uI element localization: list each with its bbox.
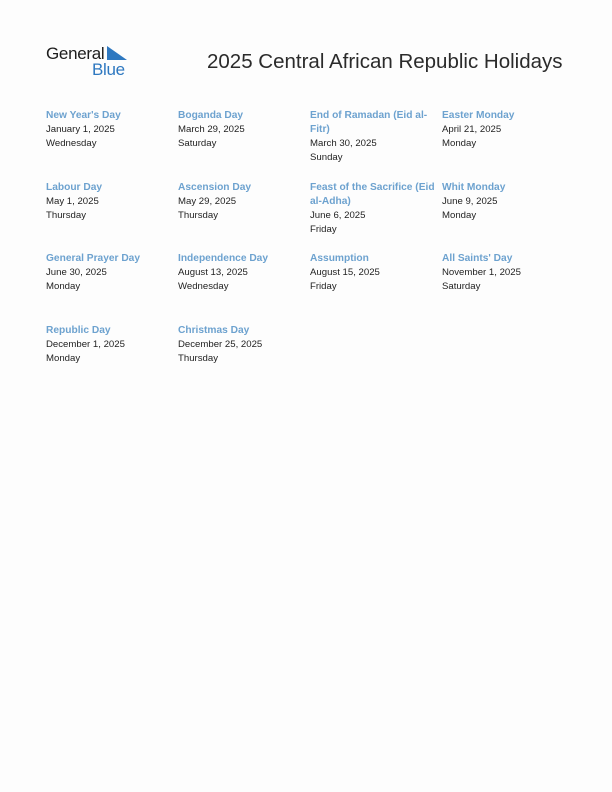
holiday-date: June 6, 2025 — [310, 209, 366, 221]
holiday-name: Boganda Day — [178, 110, 244, 121]
holiday-entry — [310, 252, 442, 324]
holiday-entry — [46, 324, 178, 396]
holiday-date: August 15, 2025 — [310, 267, 380, 278]
page-title: 2025 Central African Republic Holidays — [207, 50, 563, 73]
holiday-entry — [310, 109, 442, 181]
holiday-entry — [178, 109, 310, 181]
holiday-entry — [46, 181, 178, 253]
holiday-entry — [178, 252, 310, 324]
holiday-name: Ascension Day — [178, 181, 252, 193]
holiday-weekday: Monday — [46, 281, 81, 292]
holiday-weekday: Thursday — [178, 209, 218, 221]
holiday-name: Independence Day — [178, 253, 269, 264]
holiday-date: March 30, 2025 — [310, 138, 377, 149]
holiday-date: January 1, 2025 — [46, 124, 115, 135]
holiday-name: All Saints' Day — [442, 253, 513, 264]
holiday-entry — [442, 181, 552, 253]
holiday-date: April 21, 2025 — [442, 124, 502, 135]
generalblue-logo — [46, 44, 136, 80]
holiday-weekday: Friday — [310, 281, 337, 292]
holiday-date: June 30, 2025 — [46, 267, 107, 278]
holiday-weekday: Thursday — [178, 352, 218, 364]
holiday-weekday: Monday — [442, 209, 477, 221]
holiday-date: March 29, 2025 — [178, 124, 245, 135]
holiday-name: Assumption — [310, 253, 369, 264]
holiday-date: December 25, 2025 — [178, 338, 263, 350]
holiday-weekday: Monday — [442, 138, 477, 149]
holiday-date: November 1, 2025 — [442, 267, 521, 278]
holiday-entry — [310, 181, 442, 253]
holiday-date: June 9, 2025 — [442, 195, 498, 207]
holiday-name: Easter Monday — [442, 110, 515, 121]
holiday-entry — [442, 109, 552, 181]
holiday-date: May 29, 2025 — [178, 195, 237, 207]
holiday-weekday: Saturday — [442, 281, 481, 292]
holiday-weekday: Friday — [310, 223, 337, 235]
holiday-date: August 13, 2025 — [178, 267, 248, 278]
holiday-name: Whit Monday — [442, 181, 506, 193]
holiday-entry — [178, 324, 310, 396]
holiday-name: New Year's Day — [46, 110, 121, 121]
holiday-entry — [46, 109, 178, 181]
holiday-entry — [442, 252, 552, 324]
holiday-date: December 1, 2025 — [46, 338, 125, 350]
holiday-entry — [178, 181, 310, 253]
holiday-grid — [46, 109, 552, 395]
holiday-weekday: Sunday — [310, 152, 343, 163]
holiday-name: General Prayer Day — [46, 253, 141, 264]
holiday-weekday: Monday — [46, 352, 81, 364]
logo-flag-icon — [107, 46, 127, 60]
logo-word-general: General — [46, 44, 105, 63]
holiday-entry — [46, 252, 178, 324]
holiday-weekday: Saturday — [178, 138, 217, 149]
holiday-name: End of Ramadan (Eid al-Fitr) — [310, 110, 428, 135]
holiday-name: Republic Day — [46, 324, 111, 336]
holiday-name: Labour Day — [46, 181, 103, 193]
logo-word-blue: Blue — [92, 60, 125, 79]
holiday-name: Feast of the Sacrifice (Eid al-Adha) — [310, 181, 435, 207]
holiday-weekday: Thursday — [46, 209, 86, 221]
holiday-date: May 1, 2025 — [46, 195, 99, 207]
holiday-weekday: Wednesday — [178, 281, 229, 292]
holiday-name: Christmas Day — [178, 324, 250, 336]
holiday-weekday: Wednesday — [46, 138, 97, 149]
